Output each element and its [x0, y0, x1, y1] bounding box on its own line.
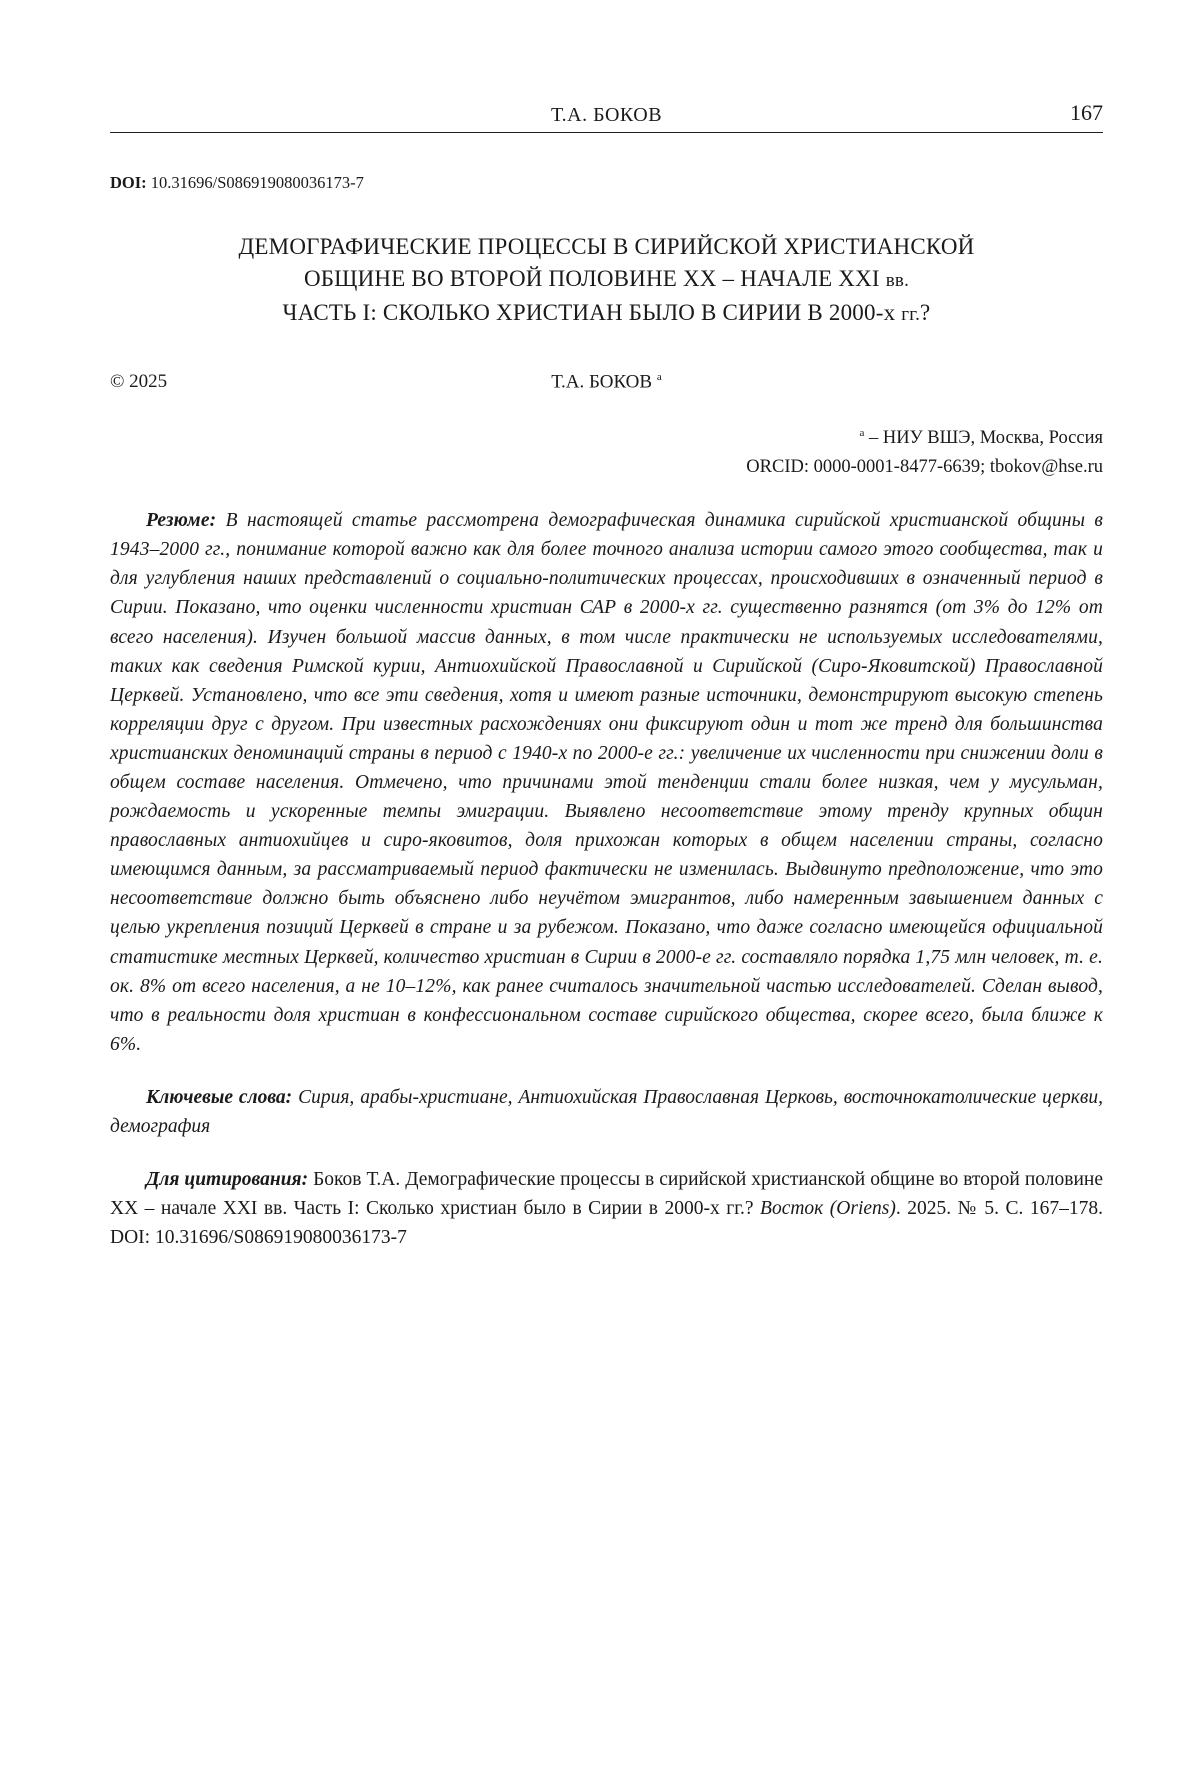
author-name: Т.А. БОКОВ a — [110, 371, 1103, 393]
citation-journal: Восток (Oriens) — [760, 1198, 896, 1219]
keywords — [110, 1083, 1103, 1141]
title-line-3: ЧАСТЬ I: СКОЛЬКО ХРИСТИАН БЫЛО В СИРИИ В 2000-х гг.? — [110, 297, 1103, 331]
citation-text: Боков Т.А. Демографические процессы в сирийской христианской общине во второй половине XX – начале XXI вв. Часть I: Сколько христиан было в Сирии в 2000-х гг.? — [110, 1169, 1103, 1219]
affiliation-institution: a – НИУ ВШЭ, Москва, Россия — [110, 419, 1103, 453]
affiliation-orcid[interactable]: ORCID: 0000-0001-8477-6639; tbokov@hse.ru — [110, 453, 1103, 482]
title-line-1: ДЕМОГРАФИЧЕСКИЕ ПРОЦЕССЫ В СИРИЙСКОЙ ХРИСТИАНСКОЙ — [110, 231, 1103, 263]
title-line-2: ОБЩИНЕ ВО ВТОРОЙ ПОЛОВИНЕ XX – НАЧАЛЕ XXI вв. — [110, 263, 1103, 297]
running-header — [110, 96, 1103, 133]
keywords-label: Ключевые слова: — [146, 1087, 292, 1108]
citation — [110, 1165, 1103, 1252]
keywords-text: Сирия, арабы-христиане, Антиохийская Православная Церковь, восточнокатолические церкви, демография — [110, 1087, 1103, 1137]
citation-details: . 2025. № 5. С. 167–178. DOI: 10.31696/S086919080036173-7 — [110, 1198, 1103, 1248]
citation-label: Для цитирования: — [146, 1169, 308, 1190]
copyright-notice: © 2025 — [110, 371, 167, 393]
abstract-text: В настоящей статье рассмотрена демографическая динамика сирийской христианской общины в 1943–2000 гг., понимание которой важно как для более точного анализа истории самого этого сообщества, так и для углубления наших представлений о социально-политических процессах, происходивших в означенный период в Сирии. Показано, что оценки численности христиан САР в 2000-х гг. существенно разнятся (от 3% до 12% от всего населения). Изучен большой массив данных, в том числе практически не используемых исследователями, таких как сведения Римской курии, Антиохийской Православной и Сирийской (Сиро-Яковитской) Православной Церквей. Установлено, что все эти сведения, хотя и имеют разные источники, демонстрируют высокую степень корреляции друг с другом. При известных расхождениях они фиксируют один и тот же тренд для большинства христианских деноминаций страны в период с 1940-х по 2000-е гг.: увеличение их численности при снижении доли в общем составе населения. Отмечено, что причинами этой тенденции стали более низкая, чем у мусульман, рождаемость и ускоренные темпы эмиграции. Выявлено несоответствие этому тренду крупных общин православных антиохийцев и сиро-яковитов, доля прихожан которых в общем населении страны, согласно имеющимся данным, за рассматриваемый период фактически не изменилась. Выдвинуто предположение, что это несоответствие должно быть объяснено либо неучётом эмигрантов, либо намеренным завышением данных с целью укрепления позиций Церквей в стране и за рубежом. Показано, что даже согласно имеющейся официальной статистике местных Церквей, количество христиан в Сирии в 2000-е гг. составляло порядка 1,75 млн человек, т. е. ок. 8% от всего населения, а не 10–12%, как ранее считалось значительной частью исследователей. Сделан вывод, что в реальности доля христиан в конфессиональном составе сирийского общества, скорее всего, была ближе к 6%. — [110, 510, 1103, 1055]
author-affil-marker: a — [657, 371, 662, 383]
abstract — [110, 506, 1103, 1059]
running-header-author: Т.А. БОКОВ — [110, 104, 1103, 127]
doi-label: DOI: — [110, 173, 147, 192]
article-page — [110, 96, 1103, 1272]
article-title — [110, 231, 1103, 331]
abstract-label: Резюме: — [146, 510, 216, 531]
doi-line — [110, 173, 1103, 193]
byline — [110, 371, 1103, 399]
affiliation-block — [110, 419, 1103, 482]
page-number: 167 — [1070, 100, 1103, 126]
doi-link[interactable]: 10.31696/S086919080036173-7 — [151, 173, 364, 192]
